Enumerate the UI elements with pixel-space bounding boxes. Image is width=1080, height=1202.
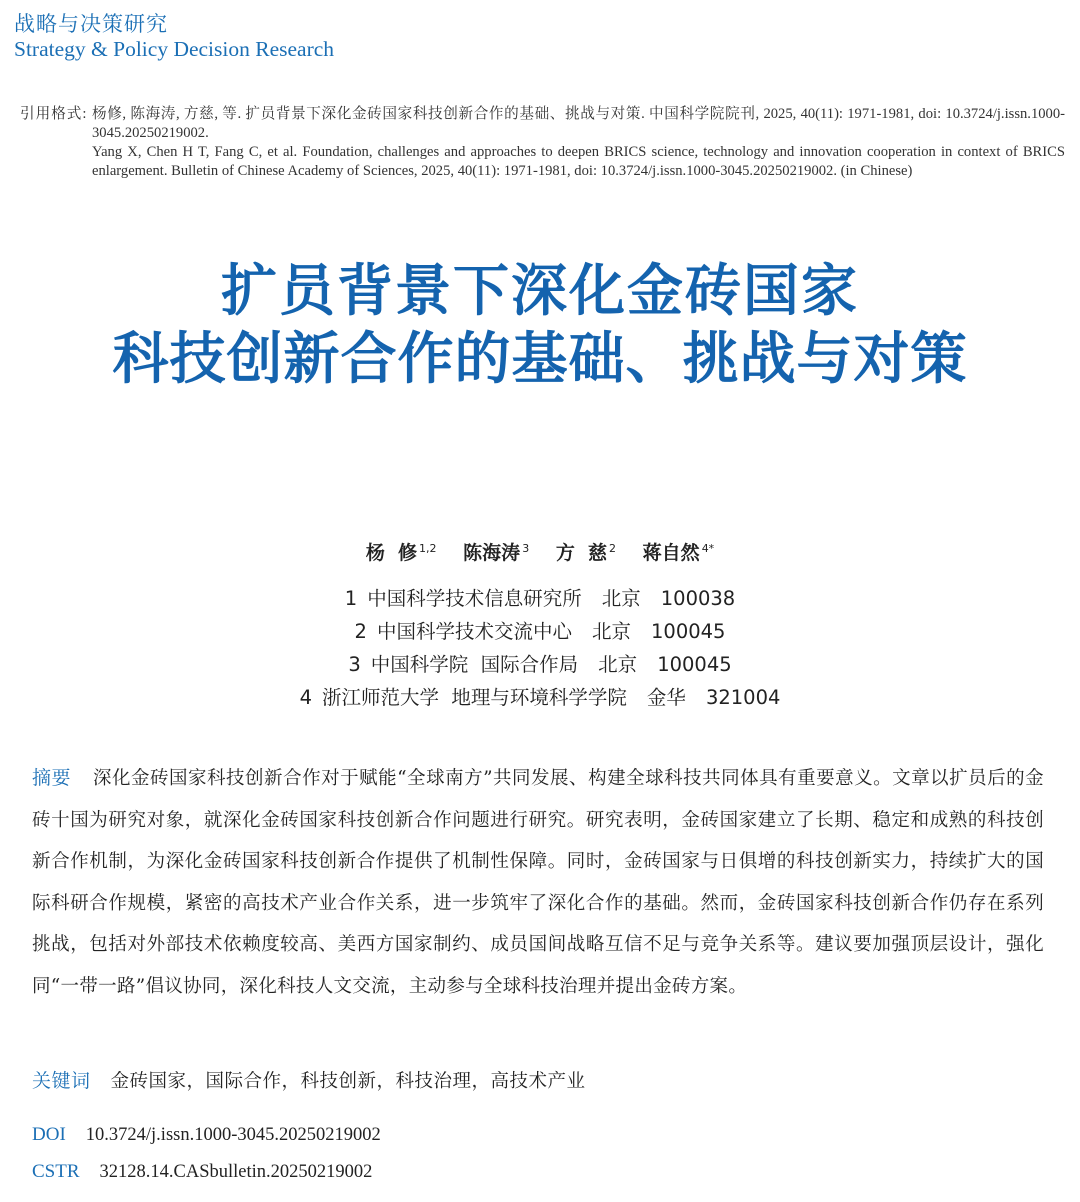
author: 蒋自然 $^{4*}$ — [642, 541, 715, 564]
author: 方 慈 $^2$ — [555, 541, 617, 564]
abstract — [32, 758, 1044, 1007]
citation-cn: 杨修, 陈海涛, 方慈, 等. 扩员背景下深化金砖国家科技创新合作的基础、挑战与对策. 中国科学院院刊, 2025, 40(11): 1971-1981, doi: 10.3724/j.issn.1000-3045.20250219002. — [92, 106, 1065, 141]
title-line-1: 扩员背景下深化金砖国家 — [221, 259, 859, 324]
cstr-value: 32128.14.CASbulletin.20250219002 — [99, 1162, 373, 1182]
author-list — [0, 538, 1080, 565]
cstr-line — [32, 1161, 372, 1183]
keywords — [32, 1066, 1044, 1093]
affiliation-4: 4 浙江师范大学 地理与环境科学学院 金华 321004 — [299, 686, 781, 709]
affiliation-3: 3 中国科学院 国际合作局 北京 100045 — [348, 653, 732, 676]
abstract-label: 摘要 — [32, 767, 72, 789]
title-line-2: 科技创新合作的基础、挑战与对策 — [112, 327, 968, 392]
journal-name-en: Strategy & Policy Decision Research — [14, 37, 335, 61]
keywords-text: 金砖国家，国际合作，科技创新，科技治理，高技术产业 — [110, 1071, 586, 1092]
keywords-label: 关键词 — [32, 1070, 91, 1092]
doi-label: DOI — [32, 1124, 66, 1145]
citation-label: 引用格式: — [20, 106, 88, 122]
journal-name-cn: 战略与决策研究 — [14, 12, 168, 36]
citation-en: Yang X, Chen H T, Fang C, et al. Foundation, challenges and approaches to deepen BRICS science, technology and innovation cooperation in context of BRICS enlargement. Bulletin of Chinese Academy of Sciences, 2025, 40(11): 1971-1981, doi: 10.3724/j.issn.1000-3045.20250219002. (in Chinese) — [92, 144, 1065, 179]
cstr-label: CSTR — [32, 1161, 80, 1182]
citation-block — [20, 105, 1065, 181]
author: 陈海涛 $^3$ — [463, 541, 530, 564]
affiliation-1: 1 中国科学技术信息研究所 北京 100038 — [344, 587, 736, 610]
author: 杨 修 $^{1,2}$ — [365, 541, 437, 564]
doi-value[interactable]: 10.3724/j.issn.1000-3045.20250219002 — [85, 1125, 381, 1145]
affiliation-2: 2 中国科学技术交流中心 北京 100045 — [354, 620, 726, 643]
doi-line — [32, 1124, 381, 1146]
paper-title — [0, 260, 1080, 396]
abstract-text: 深化金砖国家科技创新合作对于赋能“全球南方”共同发展、构建全球科技共同体具有重要意义。文章以扩员后的金砖十国为研究对象，就深化金砖国家科技创新合作问题进行研究。研究表明，金砖国家建立了长期、稳定和成熟的科技创新合作机制，为深化金砖国家科技创新合作提供了机制性保障。同时，金砖国家与日俱增的科技创新实力，持续扩大的国际科研合作规模，紧密的高技术产业合作关系，进一步筑牢了深化合作的基础。然而，金砖国家科技创新合作仍存在系列挑战，包括对外部技术依赖度较高、美西方国家制约、成员国间战略互信不足与竞争关系等。建议要加强顶层设计，强化同“一带一路”倡议协同，深化科技人文交流，主动参与全球科技治理并提出金砖方案。 — [32, 768, 1044, 997]
